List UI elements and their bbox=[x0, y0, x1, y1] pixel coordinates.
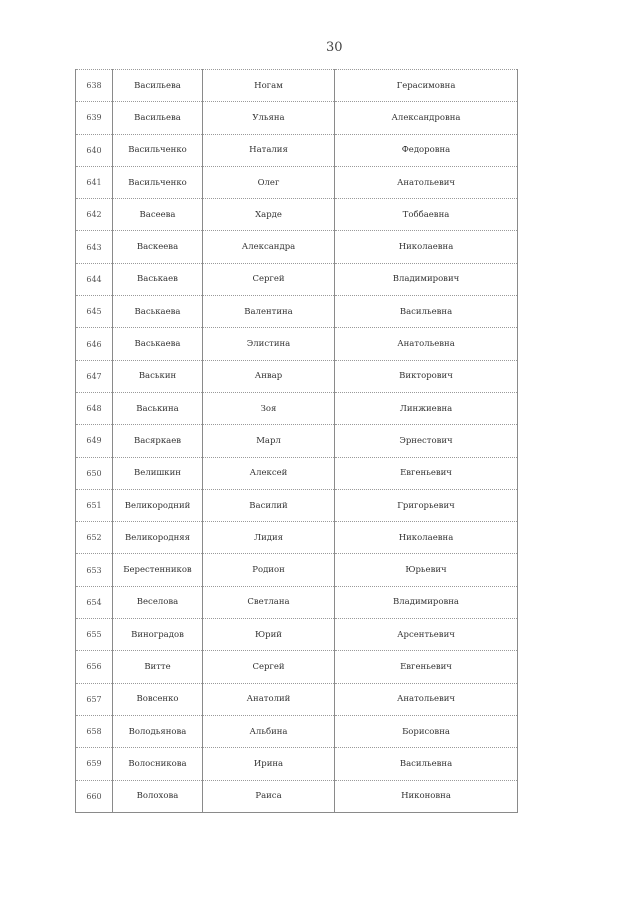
first-name-cell: Анатолий bbox=[203, 683, 335, 715]
table-row bbox=[76, 166, 518, 198]
table-row bbox=[76, 619, 518, 651]
first-name-cell: Ногам bbox=[203, 70, 335, 102]
patronymic-cell: Федоровна bbox=[335, 134, 518, 166]
last-name-cell: Великородний bbox=[113, 489, 203, 521]
row-number: 659 bbox=[76, 748, 113, 780]
row-number: 660 bbox=[76, 780, 113, 812]
patronymic-cell: Анатольевна bbox=[335, 328, 518, 360]
row-number: 642 bbox=[76, 199, 113, 231]
table-row bbox=[76, 780, 518, 812]
row-number: 645 bbox=[76, 296, 113, 328]
table-row bbox=[76, 328, 518, 360]
last-name-cell: Вовсенко bbox=[113, 683, 203, 715]
patronymic-cell: Евгеньевич bbox=[335, 651, 518, 683]
roster-table bbox=[75, 69, 518, 813]
table-row bbox=[76, 522, 518, 554]
patronymic-cell: Юрьевич bbox=[335, 554, 518, 586]
last-name-cell: Васькаев bbox=[113, 263, 203, 295]
last-name-cell: Васькаева bbox=[113, 296, 203, 328]
last-name-cell: Веселова bbox=[113, 586, 203, 618]
first-name-cell: Светлана bbox=[203, 586, 335, 618]
last-name-cell: Васеева bbox=[113, 199, 203, 231]
patronymic-cell: Анатольевич bbox=[335, 683, 518, 715]
row-number: 638 bbox=[76, 70, 113, 102]
patronymic-cell: Эрнестович bbox=[335, 425, 518, 457]
row-number: 656 bbox=[76, 651, 113, 683]
patronymic-cell: Николаевна bbox=[335, 231, 518, 263]
patronymic-cell: Арсентьевич bbox=[335, 619, 518, 651]
table-row bbox=[76, 392, 518, 424]
first-name-cell: Юрий bbox=[203, 619, 335, 651]
first-name-cell: Александра bbox=[203, 231, 335, 263]
last-name-cell: Берестенников bbox=[113, 554, 203, 586]
table-row bbox=[76, 489, 518, 521]
last-name-cell: Волосникова bbox=[113, 748, 203, 780]
table-row bbox=[76, 425, 518, 457]
first-name-cell: Раиса bbox=[203, 780, 335, 812]
patronymic-cell: Тоббаевна bbox=[335, 199, 518, 231]
first-name-cell: Ирина bbox=[203, 748, 335, 780]
last-name-cell: Виноградов bbox=[113, 619, 203, 651]
table-row bbox=[76, 457, 518, 489]
first-name-cell: Сергей bbox=[203, 263, 335, 295]
patronymic-cell: Александровна bbox=[335, 102, 518, 134]
patronymic-cell: Григорьевич bbox=[335, 489, 518, 521]
table-row bbox=[76, 70, 518, 102]
patronymic-cell: Евгеньевич bbox=[335, 457, 518, 489]
patronymic-cell: Владимировна bbox=[335, 586, 518, 618]
table-row bbox=[76, 263, 518, 295]
last-name-cell: Володьянова bbox=[113, 715, 203, 747]
last-name-cell: Велишкин bbox=[113, 457, 203, 489]
patronymic-cell: Владимирович bbox=[335, 263, 518, 295]
last-name-cell: Васильченко bbox=[113, 134, 203, 166]
table-row bbox=[76, 683, 518, 715]
row-number: 649 bbox=[76, 425, 113, 457]
last-name-cell: Васильева bbox=[113, 102, 203, 134]
first-name-cell: Зоя bbox=[203, 392, 335, 424]
last-name-cell: Васильченко bbox=[113, 166, 203, 198]
row-number: 650 bbox=[76, 457, 113, 489]
row-number: 655 bbox=[76, 619, 113, 651]
row-number: 644 bbox=[76, 263, 113, 295]
first-name-cell: Элистина bbox=[203, 328, 335, 360]
last-name-cell: Васкеева bbox=[113, 231, 203, 263]
first-name-cell: Альбина bbox=[203, 715, 335, 747]
table-row bbox=[76, 715, 518, 747]
row-number: 640 bbox=[76, 134, 113, 166]
last-name-cell: Волохова bbox=[113, 780, 203, 812]
row-number: 643 bbox=[76, 231, 113, 263]
row-number: 651 bbox=[76, 489, 113, 521]
row-number: 641 bbox=[76, 166, 113, 198]
first-name-cell: Харде bbox=[203, 199, 335, 231]
patronymic-cell: Никоновна bbox=[335, 780, 518, 812]
last-name-cell: Васькаева bbox=[113, 328, 203, 360]
first-name-cell: Сергей bbox=[203, 651, 335, 683]
first-name-cell: Лидия bbox=[203, 522, 335, 554]
last-name-cell: Васильева bbox=[113, 70, 203, 102]
patronymic-cell: Борисовна bbox=[335, 715, 518, 747]
row-number: 653 bbox=[76, 554, 113, 586]
row-number: 652 bbox=[76, 522, 113, 554]
table-row bbox=[76, 296, 518, 328]
table-row bbox=[76, 102, 518, 134]
table-row bbox=[76, 586, 518, 618]
row-number: 654 bbox=[76, 586, 113, 618]
first-name-cell: Родион bbox=[203, 554, 335, 586]
last-name-cell: Васькин bbox=[113, 360, 203, 392]
row-number: 647 bbox=[76, 360, 113, 392]
last-name-cell: Великородняя bbox=[113, 522, 203, 554]
patronymic-cell: Васильевна bbox=[335, 296, 518, 328]
first-name-cell: Василий bbox=[203, 489, 335, 521]
patronymic-cell: Николаевна bbox=[335, 522, 518, 554]
first-name-cell: Алексей bbox=[203, 457, 335, 489]
first-name-cell: Анвар bbox=[203, 360, 335, 392]
table-row bbox=[76, 231, 518, 263]
patronymic-cell: Линжиевна bbox=[335, 392, 518, 424]
first-name-cell: Наталия bbox=[203, 134, 335, 166]
last-name-cell: Васяркаев bbox=[113, 425, 203, 457]
patronymic-cell: Васильевна bbox=[335, 748, 518, 780]
page-number: 30 bbox=[326, 40, 343, 55]
first-name-cell: Ульяна bbox=[203, 102, 335, 134]
patronymic-cell: Анатольевич bbox=[335, 166, 518, 198]
patronymic-cell: Викторович bbox=[335, 360, 518, 392]
table-row bbox=[76, 199, 518, 231]
table-row bbox=[76, 360, 518, 392]
first-name-cell: Марл bbox=[203, 425, 335, 457]
patronymic-cell: Герасимовна bbox=[335, 70, 518, 102]
row-number: 658 bbox=[76, 715, 113, 747]
first-name-cell: Олег bbox=[203, 166, 335, 198]
first-name-cell: Валентина bbox=[203, 296, 335, 328]
roster-body bbox=[76, 70, 518, 813]
row-number: 646 bbox=[76, 328, 113, 360]
table-row bbox=[76, 554, 518, 586]
row-number: 657 bbox=[76, 683, 113, 715]
table-row bbox=[76, 134, 518, 166]
last-name-cell: Васькина bbox=[113, 392, 203, 424]
table-row bbox=[76, 748, 518, 780]
row-number: 639 bbox=[76, 102, 113, 134]
last-name-cell: Витте bbox=[113, 651, 203, 683]
row-number: 648 bbox=[76, 392, 113, 424]
table-row bbox=[76, 651, 518, 683]
